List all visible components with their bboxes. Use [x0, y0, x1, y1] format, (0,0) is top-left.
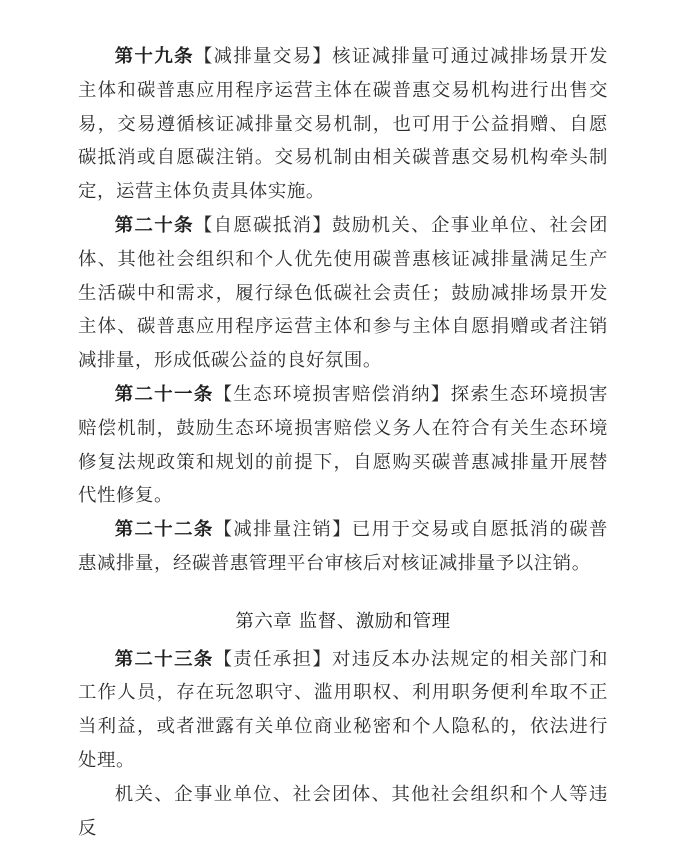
- article-number: 第二十条: [114, 214, 194, 236]
- article-21: [78, 378, 608, 513]
- article-number: 第二十三条: [114, 648, 214, 670]
- article-text: 【责任承担】对违反本办法规定的相关部门和工作人员，存在玩忽职守、滥用职权、利用职务便利牟取不正当利益，或者泄露有关单位商业秘密和个人隐私的，依法进行处理。: [78, 648, 608, 771]
- article-19: [78, 40, 608, 209]
- article-text: 【减排量交易】核证减排量可通过减排场景开发主体和碳普惠应用程序运营主体在碳普惠交易机构进行出售交易，交易遵循核证减排量交易机制，也可用于公益捐赠、自愿碳抵消或自愿碳注销。交易机制由相关碳普惠交易机构牵头制定，运营主体负责具体实施。: [78, 46, 608, 203]
- article-23-paragraph-2: [78, 778, 608, 845]
- article-text: 【生态环境损害赔偿消纳】探索生态环境损害赔偿机制，鼓励生态环境损害赔偿义务人在符合有关生态环境修复法规政策和规划的前提下，自愿购买碳普惠减排量开展替代性修复。: [78, 383, 608, 507]
- article-number: 第十九条: [114, 46, 194, 67]
- article-number: 第二十一条: [114, 383, 214, 405]
- article-number: 第二十二条: [114, 519, 214, 541]
- article-text: 【减排量注销】已用于交易或自愿抵消的碳普惠减排量，经碳普惠管理平台审核后对核证减排量予以注销。: [78, 519, 608, 574]
- article-22: [78, 513, 608, 581]
- article-23: [78, 643, 608, 778]
- article-20: [78, 209, 608, 378]
- document-page: [78, 40, 608, 845]
- article-text: 机关、企事业单位、社会团体、其他社会组织和个人等违反: [78, 783, 608, 839]
- chapter-heading: 第六章 监督、激励和管理: [235, 610, 451, 632]
- article-text: 【自愿碳抵消】鼓励机关、企事业单位、社会团体、其他社会组织和个人优先使用碳普惠核证减排量满足生产生活碳中和需求，履行绿色低碳社会责任；鼓励减排场景开发主体、碳普惠应用程序运营主体和参与主体自愿捐赠或者注销减排量，形成低碳公益的良好氛围。: [78, 214, 608, 372]
